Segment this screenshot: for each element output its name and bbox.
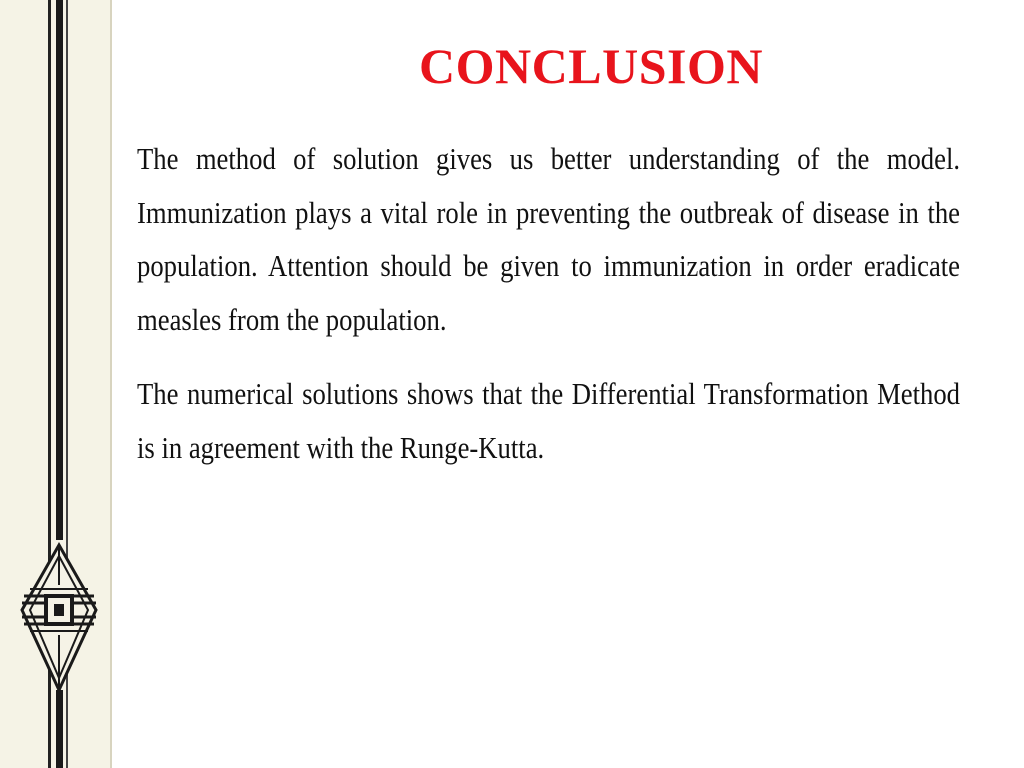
conclusion-paragraph-2: The numerical solutions shows that the Differential Transformation Method is in agreement with the Runge-Kutta. bbox=[137, 376, 961, 465]
conclusion-paragraph-1: The method of solution gives us better understanding of the model. Immunization plays a vital role in preventing the outbreak of disease in the population. Attention should be given to immunization in order eradicate measles from the population. bbox=[137, 141, 961, 337]
slide-body bbox=[137, 132, 960, 474]
decorative-border-lines bbox=[0, 0, 112, 768]
slide-title-text: CONCLUSION bbox=[419, 38, 763, 94]
diamond-ornament-icon bbox=[22, 545, 96, 690]
slide-title bbox=[140, 34, 1024, 98]
